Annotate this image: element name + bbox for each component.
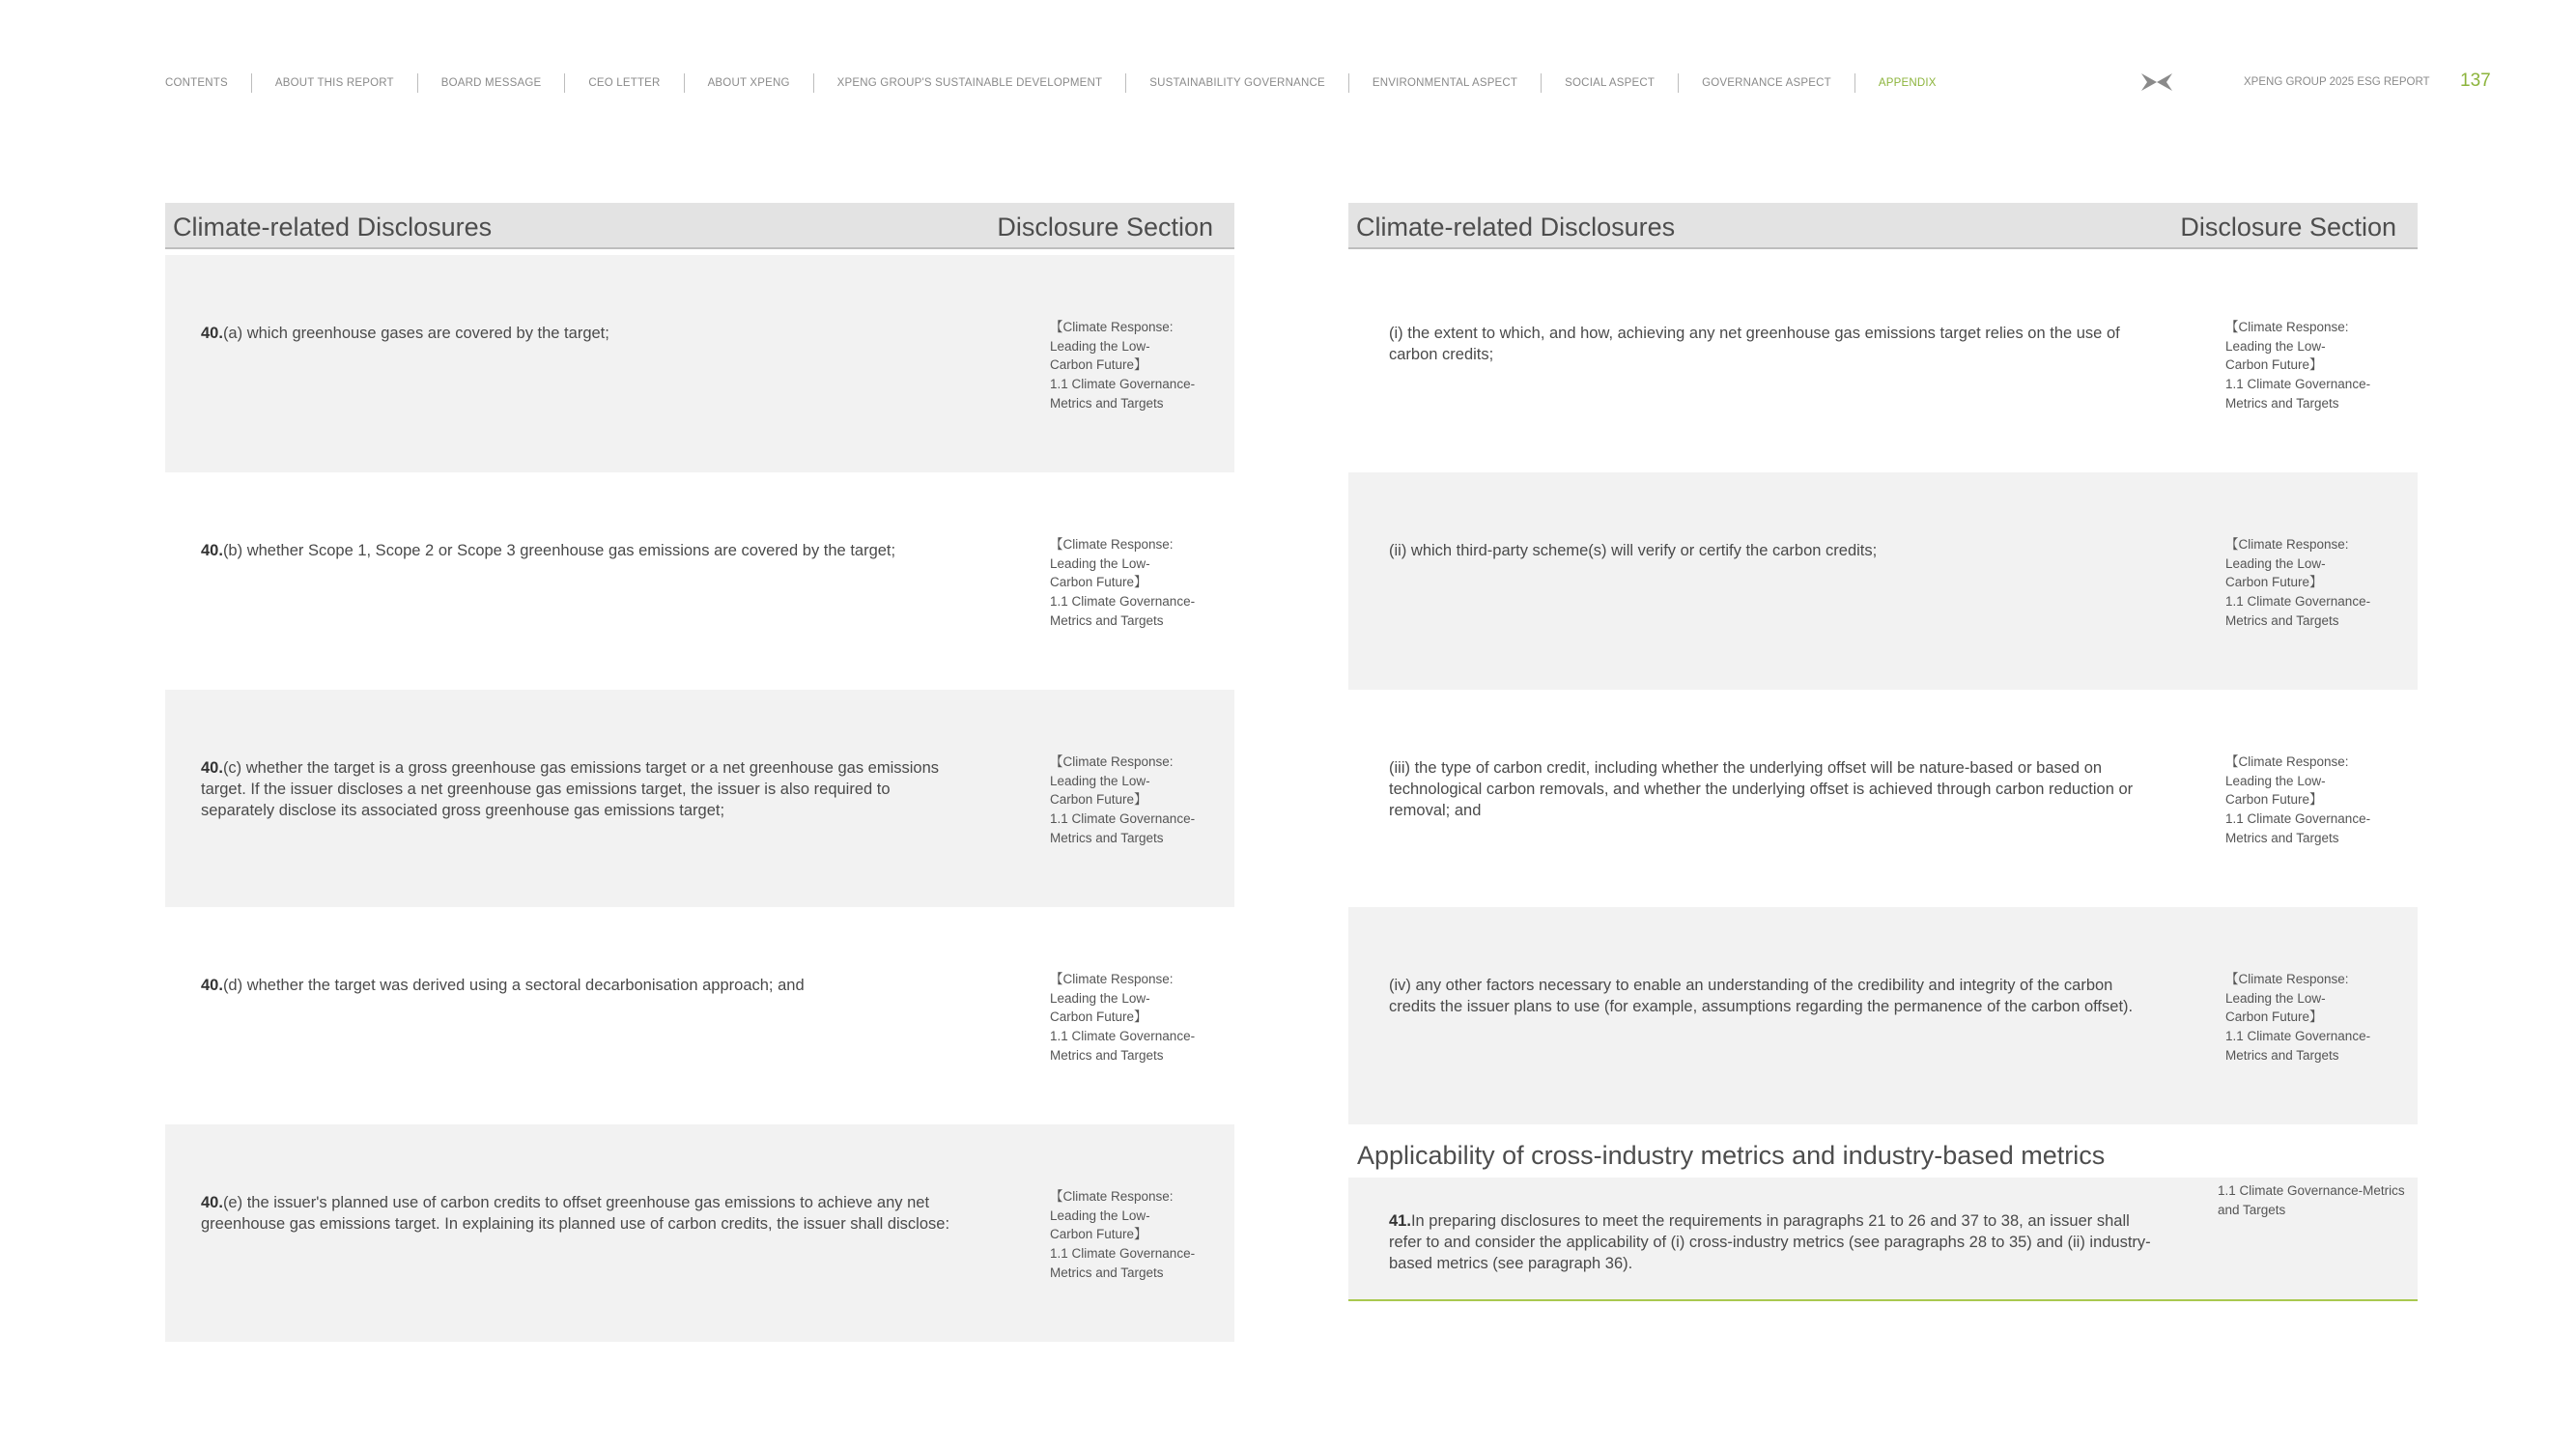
nav-item-about-this-report[interactable]: ABOUT THIS REPORT bbox=[251, 73, 417, 93]
nav-item-board-message[interactable]: BOARD MESSAGE bbox=[417, 73, 565, 93]
xpeng-logo-icon bbox=[2140, 71, 2173, 93]
table-row bbox=[165, 1124, 1234, 1342]
table-row bbox=[1348, 907, 2418, 1124]
disclosure-text bbox=[201, 540, 964, 561]
column-header-section: Disclosure Section bbox=[2180, 213, 2396, 242]
disclosure-text bbox=[201, 757, 964, 821]
paragraph-number: 40. bbox=[201, 325, 223, 342]
column-header-section: Disclosure Section bbox=[997, 213, 1213, 242]
disclosure-text bbox=[201, 323, 964, 344]
table-row bbox=[165, 907, 1234, 1124]
page-number: 137 bbox=[2460, 71, 2491, 91]
disclosure-text: (ii) which third-party scheme(s) will verify or certify the carbon credits; bbox=[1389, 542, 1878, 559]
table-row bbox=[1348, 690, 2418, 907]
nav-item-contents[interactable]: CONTENTS bbox=[165, 77, 228, 89]
table-header bbox=[1348, 203, 2418, 249]
disclosure-body: In preparing disclosures to meet the requirements in paragraphs 21 to 26 and 37 to 38, an issuer shall refer to and consider the applicability of (i) cross-industry metrics (see paragraphs 28 to 35) and (ii) industry-based metrics (see paragraph 36). bbox=[1389, 1212, 2151, 1272]
nav-item-appendix[interactable]: APPENDIX bbox=[1854, 73, 1960, 93]
column-header-disclosures: Climate-related Disclosures bbox=[1356, 213, 1676, 242]
top-navigation bbox=[165, 73, 1960, 93]
paragraph-number: 40. bbox=[201, 759, 223, 777]
disclosure-text bbox=[201, 975, 964, 996]
disclosure-body: (e) the issuer's planned use of carbon credits to offset greenhouse gas emissions to achieve any net greenhouse gas emissions target. In explaining its planned use of carbon credits, the issuer shall disclose: bbox=[201, 1194, 950, 1233]
right-disclosure-table bbox=[1348, 203, 2418, 1124]
disclosure-text bbox=[1389, 1210, 2152, 1274]
nav-item-ceo-letter[interactable]: CEO LETTER bbox=[564, 73, 683, 93]
disclosure-section: 【Climate Response: Leading the Low- Carbon Future】 1.1 Climate Governance- Metrics and Targets bbox=[1050, 320, 1196, 411]
disclosure-text: (iv) any other factors necessary to enable an understanding of the credibility and integrity of the carbon credits the issuer plans to use (for example, assumptions regarding the permanence of the carbon offset). bbox=[1389, 977, 2134, 1015]
disclosure-body: (b) whether Scope 1, Scope 2 or Scope 3 greenhouse gas emissions are covered by the target; bbox=[222, 542, 896, 559]
table-row bbox=[165, 255, 1234, 472]
nav-item-about-xpeng[interactable]: ABOUT XPENG bbox=[684, 73, 813, 93]
disclosure-section: 【Climate Response: Leading the Low- Carbon Future】 1.1 Climate Governance- Metrics and Targets bbox=[2225, 754, 2371, 845]
nav-item-environmental-aspect[interactable]: ENVIRONMENTAL ASPECT bbox=[1348, 73, 1541, 93]
left-disclosure-table bbox=[165, 203, 1234, 1342]
table-row bbox=[1348, 472, 2418, 690]
applicability-heading: Applicability of cross-industry metrics and industry-based metrics bbox=[1357, 1141, 2106, 1170]
disclosure-section: 【Climate Response: Leading the Low- Carbon Future】 1.1 Climate Governance- Metrics and Targets bbox=[1050, 972, 1196, 1063]
table-row bbox=[165, 690, 1234, 907]
report-title: XPENG GROUP 2025 ESG REPORT bbox=[2244, 76, 2430, 88]
disclosure-body: (a) which greenhouse gases are covered by the target; bbox=[222, 325, 609, 342]
disclosure-section: 【Climate Response: Leading the Low- Carbon Future】 1.1 Climate Governance- Metrics and Targets bbox=[1050, 754, 1196, 845]
disclosure-section: 【Climate Response: Leading the Low- Carbon Future】 1.1 Climate Governance- Metrics and Targets bbox=[2225, 537, 2371, 628]
paragraph-number: 40. bbox=[201, 977, 223, 994]
disclosure-section: 【Climate Response: Leading the Low- Carbon Future】 1.1 Climate Governance- Metrics and Targets bbox=[1050, 1189, 1196, 1280]
nav-item-social-aspect[interactable]: SOCIAL ASPECT bbox=[1541, 73, 1678, 93]
paragraph-number: 40. bbox=[201, 1194, 223, 1211]
disclosure-text: (iii) the type of carbon credit, including whether the underlying offset will be nature-based or based on technological carbon removals, and whether the underlying offset is achieved through carbon reduction or removal; and bbox=[1389, 759, 2134, 819]
disclosure-section: 【Climate Response: Leading the Low- Carbon Future】 1.1 Climate Governance- Metrics and Targets bbox=[2225, 320, 2371, 411]
disclosure-section: 【Climate Response: Leading the Low- Carbon Future】 1.1 Climate Governance- Metrics and Targets bbox=[1050, 537, 1196, 628]
disclosure-text: (i) the extent to which, and how, achieving any net greenhouse gas emissions target relies on the use of carbon credits; bbox=[1389, 325, 2120, 363]
column-header-disclosures: Climate-related Disclosures bbox=[173, 213, 493, 242]
disclosure-section: 1.1 Climate Governance-Metrics and Targets bbox=[2218, 1183, 2405, 1217]
disclosure-body: (c) whether the target is a gross greenhouse gas emissions target or a net greenhouse gas emissions target. If the issuer discloses a net greenhouse gas emissions target, the issuer is also required to separately disclose its associated gross greenhouse gas emissions target; bbox=[201, 759, 940, 819]
disclosure-text bbox=[201, 1192, 964, 1235]
paragraph-number: 40. bbox=[201, 542, 223, 559]
paragraph-number: 41. bbox=[1389, 1212, 1411, 1230]
table-row bbox=[165, 472, 1234, 690]
applicability-row bbox=[1348, 1178, 2418, 1301]
table-header bbox=[165, 203, 1234, 249]
nav-item-sustainable-development[interactable]: XPENG GROUP'S SUSTAINABLE DEVELOPMENT bbox=[813, 73, 1126, 93]
nav-item-sustainability-governance[interactable]: SUSTAINABILITY GOVERNANCE bbox=[1125, 73, 1348, 93]
nav-item-governance-aspect[interactable]: GOVERNANCE ASPECT bbox=[1678, 73, 1854, 93]
table-row bbox=[1348, 255, 2418, 472]
disclosure-body: (d) whether the target was derived using a sectoral decarbonisation approach; and bbox=[222, 977, 805, 994]
disclosure-section: 【Climate Response: Leading the Low- Carbon Future】 1.1 Climate Governance- Metrics and Targets bbox=[2225, 972, 2371, 1063]
